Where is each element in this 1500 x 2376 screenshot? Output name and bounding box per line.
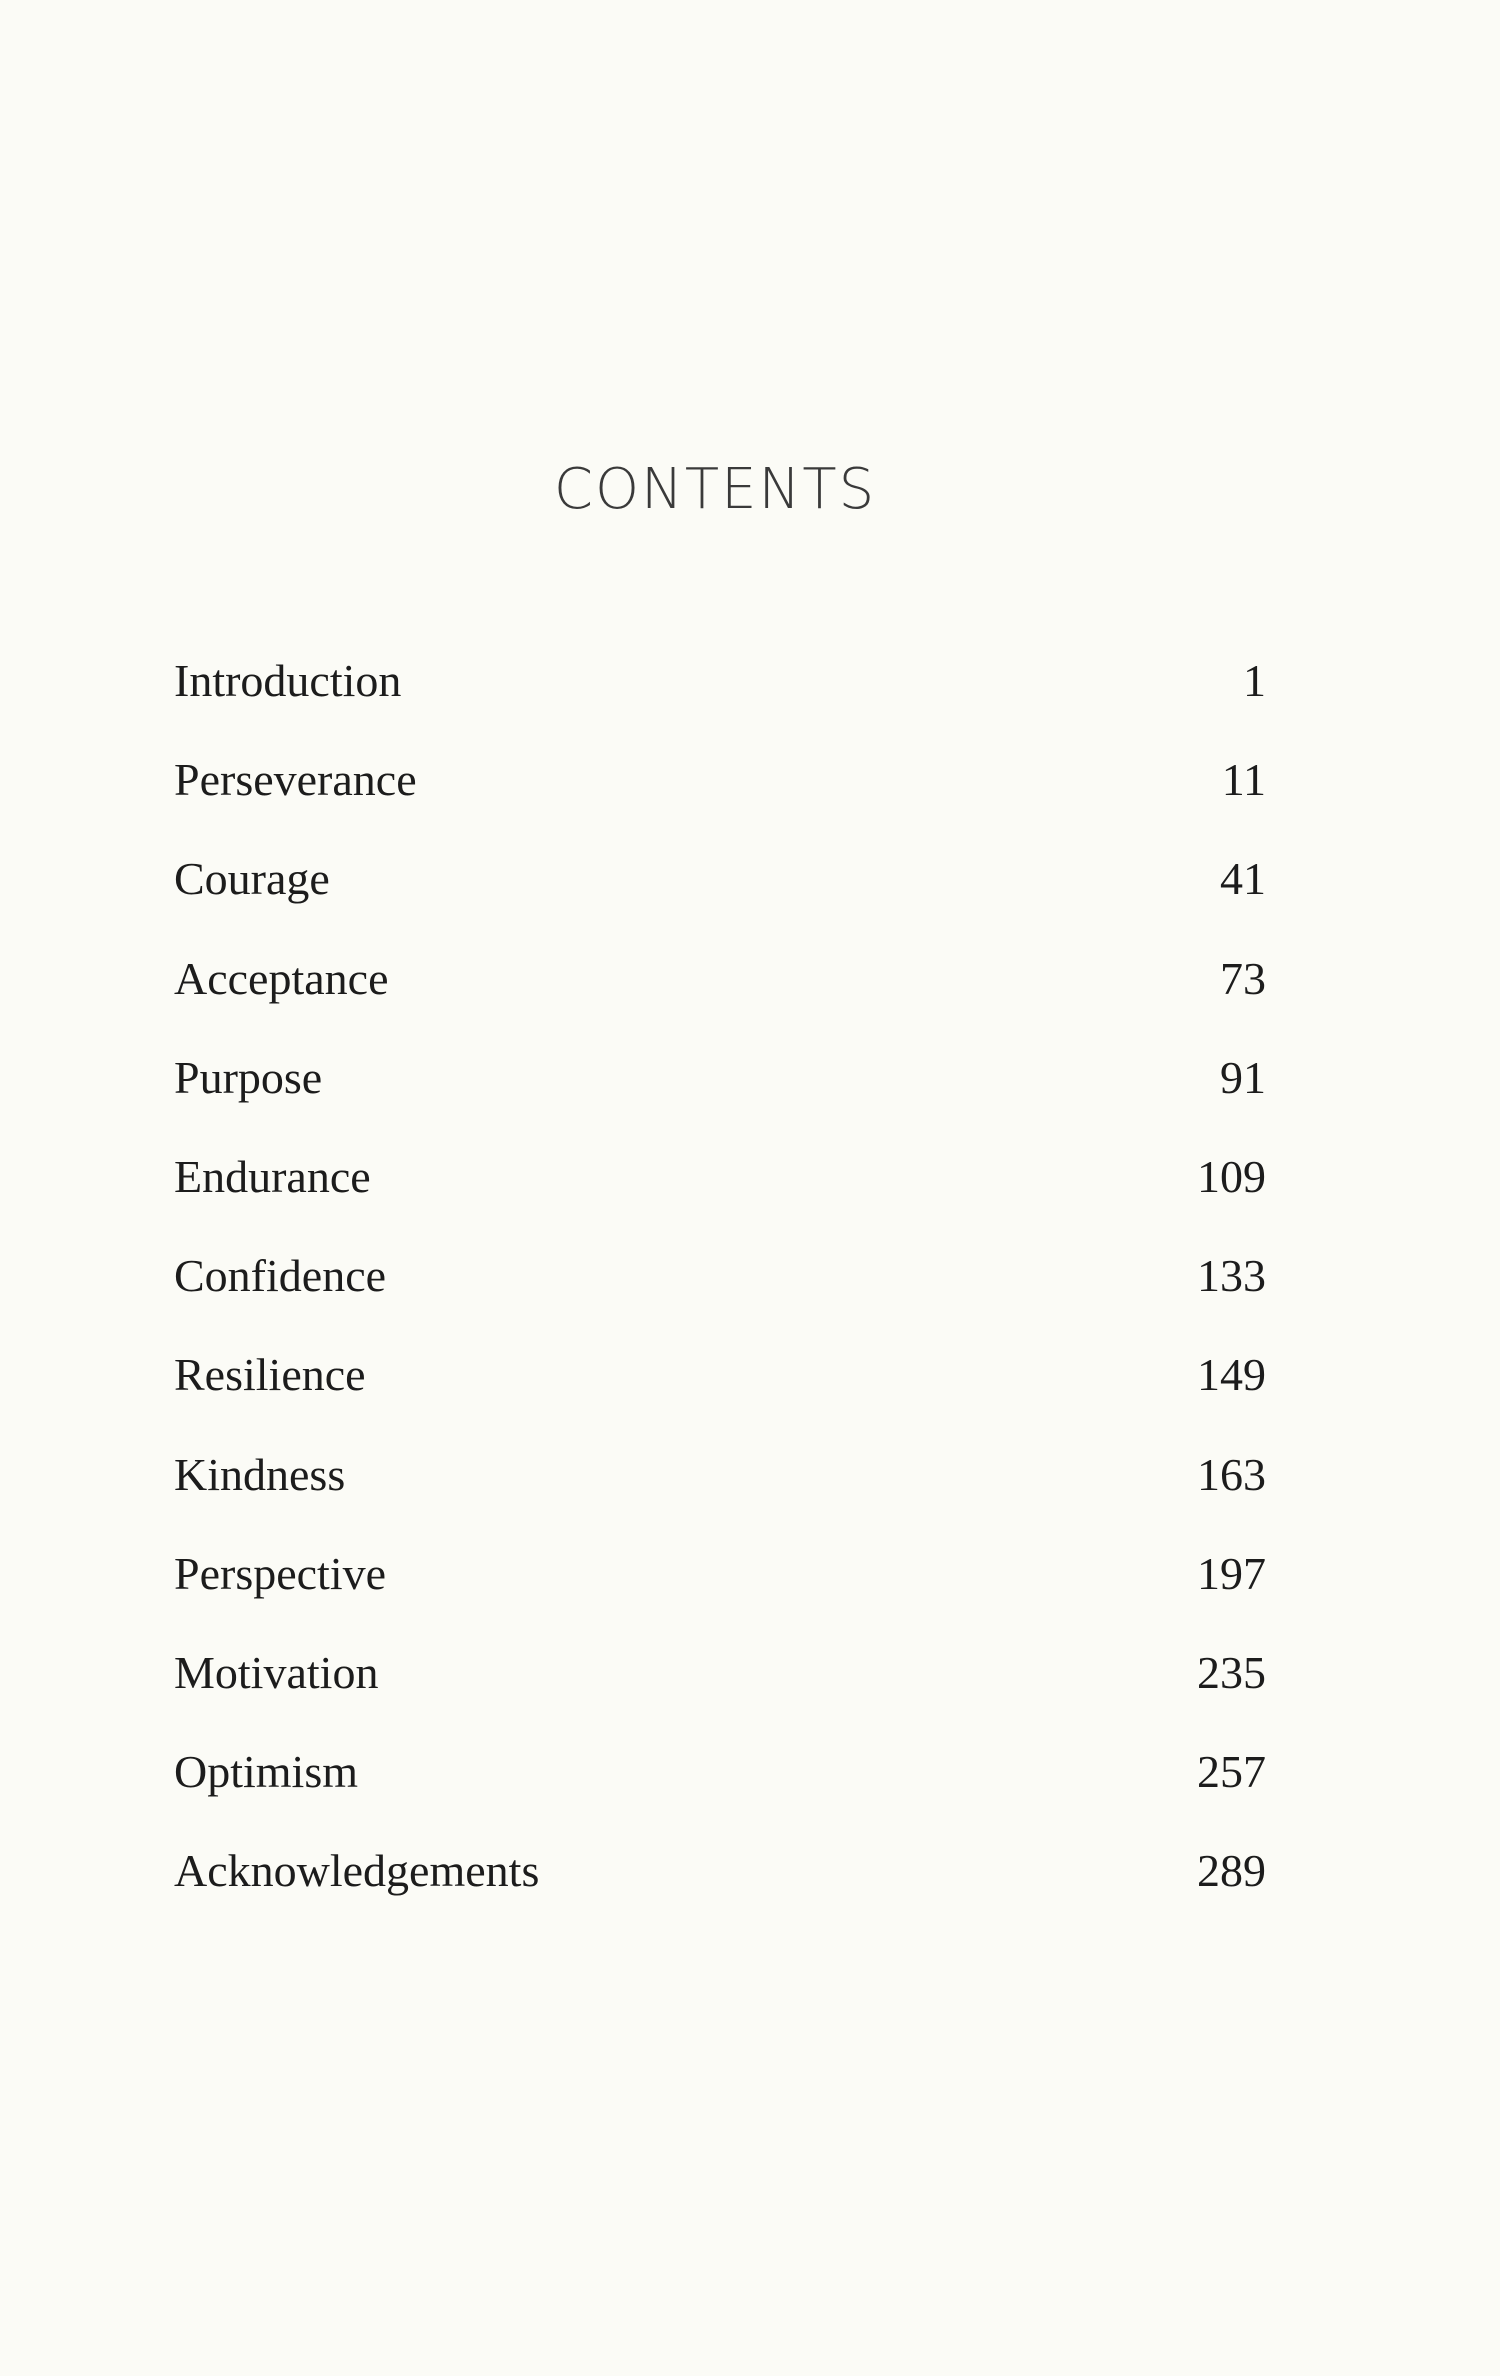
toc-entry-page: 149 bbox=[1197, 1349, 1266, 1401]
contents-heading: CONTENTS bbox=[553, 457, 877, 522]
toc-entry-page: 11 bbox=[1221, 754, 1266, 806]
toc-entry-page: 235 bbox=[1197, 1646, 1266, 1698]
toc-entry-perseverance bbox=[174, 750, 1266, 849]
toc-entry-page: 91 bbox=[1220, 1051, 1266, 1103]
toc-entry-page: 133 bbox=[1197, 1250, 1266, 1302]
toc-entry-page: 197 bbox=[1197, 1547, 1266, 1599]
toc-entry-title: Motivation bbox=[174, 1646, 379, 1698]
toc-entry-confidence bbox=[174, 1246, 1266, 1345]
toc-entry-kindness bbox=[174, 1445, 1266, 1544]
toc-entry-title: Perspective bbox=[174, 1547, 387, 1599]
toc-entry-title: Optimism bbox=[174, 1746, 359, 1798]
toc-entry-page: 109 bbox=[1197, 1150, 1266, 1202]
toc-entry-title: Kindness bbox=[174, 1448, 346, 1500]
toc-entry-title: Courage bbox=[174, 853, 330, 905]
toc-entry-introduction bbox=[174, 651, 1266, 750]
toc-entry-title: Introduction bbox=[174, 655, 402, 706]
toc-entry-title: Perseverance bbox=[174, 754, 417, 806]
toc-entry-page: 1 bbox=[1243, 655, 1266, 706]
toc-entry-purpose bbox=[174, 1048, 1266, 1147]
toc-entry-page: 41 bbox=[1220, 853, 1266, 905]
toc-entry-title: Resilience bbox=[174, 1349, 366, 1401]
toc-entry-page: 73 bbox=[1220, 952, 1266, 1004]
toc-entry-title: Endurance bbox=[174, 1150, 371, 1202]
toc-entry-page: 163 bbox=[1197, 1448, 1266, 1500]
toc-entry-courage bbox=[174, 849, 1266, 948]
toc-entry-title: Acknowledgements bbox=[174, 1845, 540, 1897]
toc-entry-endurance bbox=[174, 1147, 1266, 1246]
toc-entry-page: 257 bbox=[1197, 1746, 1266, 1798]
toc-entry-title: Purpose bbox=[174, 1051, 323, 1103]
toc-entry-acceptance bbox=[174, 949, 1266, 1048]
toc-entry-motivation bbox=[174, 1643, 1266, 1742]
toc-entry-acknowledgements bbox=[174, 1841, 1266, 1940]
toc-entry-perspective bbox=[174, 1544, 1266, 1643]
toc-entry-page: 289 bbox=[1197, 1845, 1266, 1897]
toc-entry-title: Confidence bbox=[174, 1250, 387, 1302]
table-of-contents bbox=[174, 651, 1266, 1940]
toc-entry-title: Acceptance bbox=[174, 952, 389, 1004]
toc-entry-resilience bbox=[174, 1345, 1266, 1444]
toc-entry-optimism bbox=[174, 1742, 1266, 1841]
